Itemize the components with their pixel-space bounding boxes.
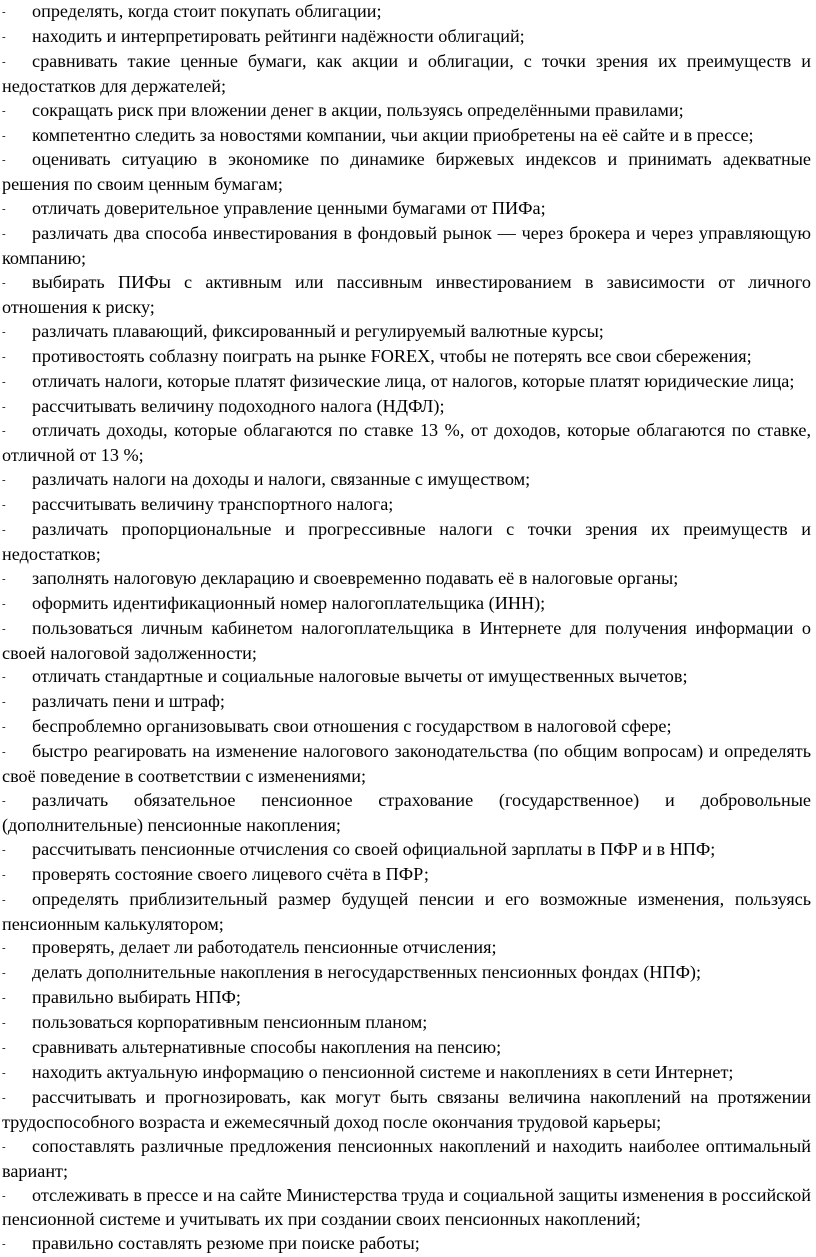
bullet-dash: - [2, 1042, 6, 1055]
list-item [2, 617, 811, 666]
list-item-text: правильно выбирать НПФ; [32, 987, 241, 1008]
list-item-text: беспроблемно организовывать свои отношения с государством в налоговой сфере; [32, 716, 672, 737]
bullet-dash: - [2, 622, 6, 635]
bullet-dash: - [2, 1140, 6, 1153]
list-item [2, 25, 811, 50]
list-item [2, 468, 811, 493]
list-item [2, 567, 811, 592]
bullet-dash: - [2, 104, 6, 117]
skills-list [2, 0, 811, 1257]
bullet-dash: - [2, 129, 6, 142]
list-item-text: сравнивать альтернативные способы накопления на пенсию; [32, 1037, 502, 1058]
list-item-text: выбирать ПИФы с активным или пассивным инвестированием в зависимости от личного отношения к риску; [2, 271, 811, 317]
bullet-dash: - [2, 55, 6, 68]
list-item [2, 592, 811, 617]
list-item-text: заполнять налоговую декларацию и своевременно подавать её в налоговые органы; [32, 567, 679, 588]
list-item-text: делать дополнительные накопления в негосударственных пенсионных фондах (НПФ); [32, 962, 702, 983]
bullet-dash: - [2, 400, 6, 413]
list-item [2, 1061, 811, 1086]
list-item-text: различать плавающий, фиксированный и регулируемый валютные курсы; [32, 320, 604, 341]
list-item-text: компетентно следить за новостями компании, чьи акции приобретены на её сайте и в прессе; [32, 124, 754, 145]
bullet-dash: - [2, 942, 6, 955]
list-item [2, 1232, 811, 1257]
bullet-dash: - [2, 671, 6, 684]
list-item [2, 370, 811, 395]
list-item [2, 1135, 811, 1184]
list-item-text: различать пропорциональные и прогрессивные налоги с точки зрения их преимуществ и недостатков; [2, 519, 811, 564]
list-item [2, 99, 811, 124]
list-item-text: пользоваться корпоративным пенсионным планом; [32, 1012, 428, 1033]
list-item-text: отличать стандартные и социальные налоговые вычеты от имущественных вычетов; [32, 666, 688, 687]
bullet-dash: - [2, 474, 6, 487]
list-item [2, 665, 811, 690]
list-item-text: рассчитывать пенсионные отчисления со своей официальной зарплаты в ПФР и в НПФ; [32, 838, 716, 859]
list-item-text: рассчитывать величину подоходного налога (НДФЛ); [32, 395, 445, 416]
bullet-dash: - [2, 868, 6, 881]
bullet-dash: - [2, 1091, 6, 1104]
bullet-dash: - [2, 425, 6, 438]
list-item-text: сокращать риск при вложении денег в акции, пользуясь определёнными правилами; [32, 99, 684, 120]
list-item-text: проверять состояние своего лицевого счёта в ПФР; [32, 863, 429, 884]
bullet-dash: - [2, 30, 6, 43]
bullet-dash: - [2, 276, 6, 289]
bullet-dash: - [2, 350, 6, 363]
bullet-dash: - [2, 6, 6, 18]
list-item [2, 863, 811, 888]
list-item-text: отслеживать в прессе и на сайте Министерства труда и социальной защиты изменения в российской пенсионной системе и учитывать их при создании своих пенсионных накоплений; [2, 1184, 811, 1230]
bullet-dash: - [2, 1066, 6, 1079]
list-item [2, 222, 811, 271]
list-item [2, 320, 811, 345]
bullet-dash: - [2, 154, 6, 167]
list-item [2, 0, 811, 25]
bullet-dash: - [2, 696, 6, 709]
list-item [2, 715, 811, 740]
list-item-text: определять, когда стоит покупать облигации; [32, 1, 382, 21]
list-item [2, 740, 811, 789]
list-item [2, 518, 811, 567]
list-item [2, 789, 811, 838]
list-item-text: определять приблизительный размер будущей пенсии и его возможные изменения, пользуясь пенсионным калькулятором; [2, 888, 811, 934]
list-item [2, 888, 811, 937]
bullet-dash: - [2, 572, 6, 585]
list-item [2, 838, 811, 863]
bullet-dash: - [2, 843, 6, 856]
list-item-text: пользоваться личным кабинетом налогоплательщика в Интернете для получения информации о своей налоговой задолженности; [2, 617, 811, 663]
list-item-text: отличать доходы, которые облагаются по ставке 13 %, от доходов, которые облагаются по ставке, отличной от 13 %; [2, 420, 811, 466]
list-item [2, 197, 811, 222]
list-item-text: сопоставлять различные предложения пенсионных накоплений и находить наиболее оптимальный вариант; [2, 1135, 811, 1181]
list-item [2, 493, 811, 518]
list-item-text: рассчитывать величину транспортного налога; [32, 494, 394, 515]
list-item-text: различать два способа инвестирования в фондовый рынок — через брокера и через управляющую компанию; [2, 223, 811, 269]
list-item-text: противостоять соблазну поиграть на рынке FOREX, чтобы не потерять все свои сбережения; [32, 345, 752, 366]
list-item-text: оформить идентификационный номер налогоплательщика (ИНН); [32, 592, 546, 613]
list-item [2, 124, 811, 149]
list-item-text: рассчитывать и прогнозировать, как могут быть связаны величина накоплений на протяжении трудоспособного возраста и ежемесячный доход после окончания трудовой карьеры; [2, 1086, 811, 1132]
list-item [2, 1086, 811, 1135]
list-item [2, 271, 811, 320]
list-item-text: оценивать ситуацию в экономике по динамике биржевых индексов и принимать адекватные решения по своим ценным бумагам; [2, 149, 811, 195]
list-item [2, 148, 811, 197]
list-item [2, 1184, 811, 1233]
bullet-dash: - [2, 1189, 6, 1202]
list-item [2, 395, 811, 420]
list-item [2, 1011, 811, 1036]
bullet-dash: - [2, 1017, 6, 1030]
list-item [2, 986, 811, 1011]
bullet-dash: - [2, 203, 6, 216]
bullet-dash: - [2, 893, 6, 906]
list-item [2, 1036, 811, 1061]
bullet-dash: - [2, 597, 6, 610]
bullet-dash: - [2, 967, 6, 980]
bullet-dash: - [2, 746, 6, 759]
list-item [2, 345, 811, 370]
bullet-dash: - [2, 499, 6, 512]
list-item [2, 936, 811, 961]
list-item-text: находить и интерпретировать рейтинги надёжности облигаций; [32, 25, 525, 46]
list-item-text: правильно составлять резюме при поиске работы; [32, 1233, 420, 1254]
list-item-text: проверять, делает ли работодатель пенсионные отчисления; [32, 937, 497, 958]
bullet-dash: - [2, 228, 6, 241]
list-item-text: отличать доверительное управление ценными бумагами от ПИФа; [32, 198, 546, 219]
bullet-dash: - [2, 1238, 6, 1251]
list-item-text: отличать налоги, которые платят физические лица, от налогов, которые платят юридические лица; [32, 370, 795, 391]
list-item-text: находить актуальную информацию о пенсионной системе и накоплениях в сети Интернет; [32, 1061, 734, 1082]
list-item-text: быстро реагировать на изменение налогового законодательства (по общим вопросам) и определять своё поведение в соответствии с изменениями; [2, 741, 811, 787]
list-item-text: различать обязательное пенсионное страхование (государственное) и добровольные (дополнительные) пенсионные накопления; [2, 790, 811, 835]
bullet-dash: - [2, 524, 6, 537]
bullet-dash: - [2, 795, 6, 807]
list-item [2, 50, 811, 99]
list-item [2, 690, 811, 715]
list-item [2, 419, 811, 468]
list-item-text: сравнивать такие ценные бумаги, как акции и облигации, с точки зрения их преимуществ и недостатков для держателей; [2, 50, 811, 96]
list-item [2, 961, 811, 986]
bullet-dash: - [2, 325, 6, 338]
bullet-dash: - [2, 992, 6, 1005]
list-item-text: различать пени и штраф; [32, 691, 225, 712]
list-item-text: различать налоги на доходы и налоги, связанные с имуществом; [32, 469, 531, 490]
bullet-dash: - [2, 375, 6, 388]
bullet-dash: - [2, 721, 6, 734]
